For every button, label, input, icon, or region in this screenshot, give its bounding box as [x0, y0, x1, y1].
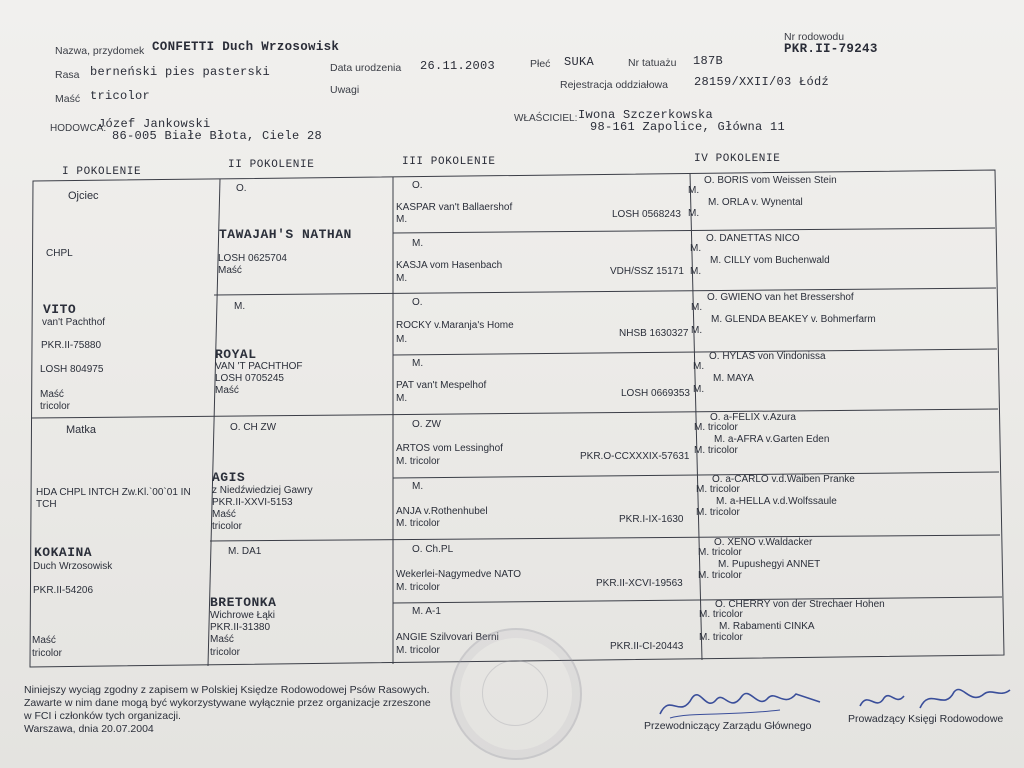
owner-label: WŁAŚCICIEL:	[514, 113, 578, 124]
gen2-line: PKR.II-XXVI-5153	[212, 497, 293, 508]
gen4-dam: M. Rabamenti CINKA	[719, 621, 815, 632]
gen4-dam-sub: M.	[691, 325, 703, 336]
breed-label: Rasa	[55, 69, 80, 81]
gen3-sub: M. tricolor	[396, 456, 440, 467]
gen2-line: Maść	[212, 509, 236, 520]
tattoo-label: Nr tatuażu	[628, 57, 677, 69]
dam-role: Matka	[66, 424, 96, 436]
sire-color: tricolor	[40, 401, 71, 412]
gen2-name: AGIS	[212, 470, 246, 485]
registration-label: Rejestracja oddziałowa	[560, 79, 668, 91]
gen2-line: VAN 'T PACHTHOF	[215, 361, 303, 372]
gen4-dam: M. CILLY vom Buchenwald	[710, 255, 830, 266]
name-label: Nazwa, przydomek	[55, 45, 145, 57]
gen3-reg: PKR.O-CCXXXIX-57631	[580, 451, 690, 462]
gen4-sire: O. GWIENO van het Bressershof	[707, 292, 854, 303]
gen3-head: M. A-1	[412, 606, 441, 617]
gen2-name: ROYAL	[215, 347, 257, 362]
gen4-dam-sub: M. tricolor	[694, 445, 738, 456]
gen2-line: Wichrowe Łąki	[210, 610, 276, 621]
gen3-name: ANJA v.Rothenhubel	[396, 506, 488, 517]
gen4-dam-sub: M.	[688, 208, 700, 219]
gen3-reg: PKR.I-IX-1630	[619, 514, 684, 525]
gen4-sire: O. a-FELIX v.Azura	[710, 412, 796, 423]
sire-kennel: van't Pachthof	[42, 317, 106, 328]
generation-1-header: I POKOLENIE	[62, 166, 142, 178]
gen3-name: ANGIE Szilvovari Berni	[396, 632, 499, 643]
dog-name: CONFETTI Duch Wrzosowisk	[152, 40, 340, 54]
gen2-line: Maść	[210, 634, 234, 645]
gen3-name: KASPAR van't Ballaershof	[396, 202, 513, 213]
registration: 28159/XXII/03 Łódź	[694, 75, 830, 89]
gen4-sire: O. HYLAS von Vindonissa	[709, 351, 826, 362]
gen4-dam-sub: M.	[693, 384, 705, 395]
gen3-head: O. Ch.PL	[412, 544, 454, 555]
sex: SUKA	[564, 55, 595, 69]
gen3-name: Wekerlei-Nagymedve NATO	[396, 569, 522, 580]
gen4-sire-sub: M.	[691, 302, 703, 313]
sire-reg2: LOSH 804975	[40, 364, 104, 375]
gen4-sire-sub: M.	[690, 243, 702, 254]
gen3-sub: M. tricolor	[396, 518, 440, 529]
breeder-name: Józef Jankowski	[98, 117, 211, 131]
dam-name: KOKAINA	[34, 545, 93, 560]
gen3-head: M.	[412, 481, 424, 492]
gen3-reg: PKR.II-XCVI-19563	[596, 578, 683, 589]
gen2-head: O.	[236, 183, 247, 194]
gen4-sire-sub: M.	[693, 361, 705, 372]
gen3-name: ARTOS vom Lessinghof	[396, 443, 503, 454]
breeder-label: HODOWCA:	[50, 123, 107, 134]
sex-label: Płeć	[530, 58, 551, 70]
gen2-line: tricolor	[210, 647, 241, 658]
footer-date: Warszawa, dnia 20.07.2004	[24, 723, 154, 735]
gen4-sire-sub: M. tricolor	[696, 484, 740, 495]
gen3-reg: NHSB 1630327	[619, 328, 689, 339]
gen3-name: ROCKY v.Maranja's Home	[396, 320, 514, 331]
footer-line: Zawarte w nim dane mogą być wykorzystywane wyłącznie przez organizacje zrzeszone	[24, 697, 431, 709]
gen2-line: LOSH 0705245	[215, 373, 284, 384]
gen3-reg: LOSH 0568243	[612, 209, 681, 220]
gen2-name: BRETONKA	[210, 595, 277, 610]
gen3-reg: VDH/SSZ 15171	[610, 266, 684, 277]
gen4-sire: O. a-CARLO v.d.Waiben Pranke	[712, 474, 855, 485]
sire-reg: PKR.II-75880	[41, 340, 102, 351]
footer-line: Niniejszy wyciąg zgodny z zapisem w Polskiej Księdze Rodowodowej Psów Rasowych.	[24, 684, 430, 696]
gen3-sub: M. tricolor	[396, 645, 440, 656]
gen3-head: M.	[412, 238, 424, 249]
generation-2-header: II POKOLENIE	[228, 159, 315, 171]
owner-address: 98-161 Zapolice, Główna 11	[590, 120, 786, 134]
sire-role: Ojciec	[68, 190, 99, 202]
dam-color-label: Maść	[32, 635, 56, 646]
gen3-sub: M.	[396, 393, 408, 404]
gen4-dam-sub: M. tricolor	[696, 507, 740, 518]
gen4-dam-sub: M. tricolor	[699, 632, 743, 643]
gen4-dam-sub: M. tricolor	[698, 570, 742, 581]
sire-titles: CHPL	[46, 248, 73, 259]
gen4-dam: M. Pupushegyi ANNET	[718, 559, 821, 570]
signature-caption-chairman: Przewodniczący Zarządu Głównego	[644, 720, 812, 732]
gen3-reg: LOSH 0669353	[621, 388, 690, 399]
gen3-head: O. ZW	[412, 419, 441, 430]
birth-date: 26.11.2003	[420, 59, 496, 73]
gen2-line: tricolor	[212, 521, 243, 532]
gen3-name: PAT van't Mespelhof	[396, 380, 487, 391]
gen2-head: O. CH ZW	[230, 422, 277, 433]
owner-name: Iwona Szczerkowska	[578, 108, 714, 122]
sire-name: VITO	[43, 302, 77, 317]
gen4-dam: M. ORLA v. Wynental	[708, 197, 803, 208]
gen4-sire: O. XENO v.Waldacker	[714, 537, 813, 548]
generation-4-header: IV POKOLENIE	[694, 153, 781, 165]
gen4-sire-sub: M. tricolor	[698, 547, 742, 558]
pedigree-number: PKR.II-79243	[784, 42, 878, 56]
dam-color: tricolor	[32, 648, 63, 659]
gen3-reg: PKR.II-CI-20443	[610, 641, 684, 652]
birth-date-label: Data urodzenia	[330, 62, 402, 74]
signature-caption-registrar: Prowadzący Księgi Rodowodowe	[848, 713, 1004, 725]
gen2-line: PKR.II-31380	[210, 622, 271, 633]
dam-titles-1: HDA CHPL INTCH Zw.Kl.`00`01 IN	[36, 487, 191, 498]
gen3-sub: M. tricolor	[396, 582, 440, 593]
generation-3-header: III POKOLENIE	[402, 156, 496, 168]
tattoo: 187B	[693, 54, 724, 68]
gen2-line: z Niedźwiedziej Gawry	[212, 485, 313, 496]
gen4-sire: O. BORIS vom Weissen Stein	[704, 175, 837, 186]
gen4-sire: O. DANETTAS NICO	[706, 233, 800, 244]
seal-stamp	[450, 628, 582, 760]
gen2-head: M. DA1	[228, 546, 262, 557]
breed: berneński pies pasterski	[90, 65, 271, 79]
gen3-name: KASJA vom Hasenbach	[396, 260, 503, 271]
gen2-name: TAWAJAH'S NATHAN	[219, 227, 352, 242]
gen2-head: M.	[234, 301, 246, 312]
gen4-dam: M. a-AFRA v.Garten Eden	[714, 434, 830, 445]
gen4-dam: M. MAYA	[713, 373, 754, 384]
gen3-sub: M.	[396, 334, 408, 345]
gen4-sire-sub: M. tricolor	[694, 422, 738, 433]
sire-color-label: Maść	[40, 389, 64, 400]
gen4-sire: O. CHERRY von der Strechaer Hohen	[715, 599, 885, 610]
gen3-head: M.	[412, 358, 424, 369]
remarks-label: Uwagi	[330, 84, 360, 96]
gen2-line: LOSH 0625704	[218, 253, 287, 264]
gen4-sire-sub: M.	[688, 185, 700, 196]
gen3-sub: M.	[396, 214, 408, 225]
gen3-head: O.	[412, 297, 423, 308]
dam-kennel: Duch Wrzosowisk	[33, 561, 113, 572]
gen3-head: O.	[412, 180, 423, 191]
gen3-sub: M.	[396, 273, 408, 284]
gen4-dam: M. a-HELLA v.d.Wolfssaule	[716, 496, 837, 507]
color-label: Maść	[55, 93, 81, 105]
breeder-address: 86-005 Białe Błota, Ciele 28	[112, 129, 323, 143]
dam-reg: PKR.II-54206	[33, 585, 94, 596]
dam-titles-2: TCH	[36, 499, 57, 510]
footer-line: w FCI i członków tych organizacji.	[24, 710, 181, 722]
gen4-sire-sub: M. tricolor	[699, 609, 743, 620]
gen4-dam: M. GLENDA BEAKEY v. Bohmerfarm	[711, 314, 876, 325]
gen2-line: Maść	[218, 265, 242, 276]
gen2-line: Maść	[215, 385, 239, 396]
pedigree-number-label: Nr rodowodu	[784, 31, 845, 43]
gen4-dam-sub: M.	[690, 266, 702, 277]
color: tricolor	[90, 89, 151, 103]
